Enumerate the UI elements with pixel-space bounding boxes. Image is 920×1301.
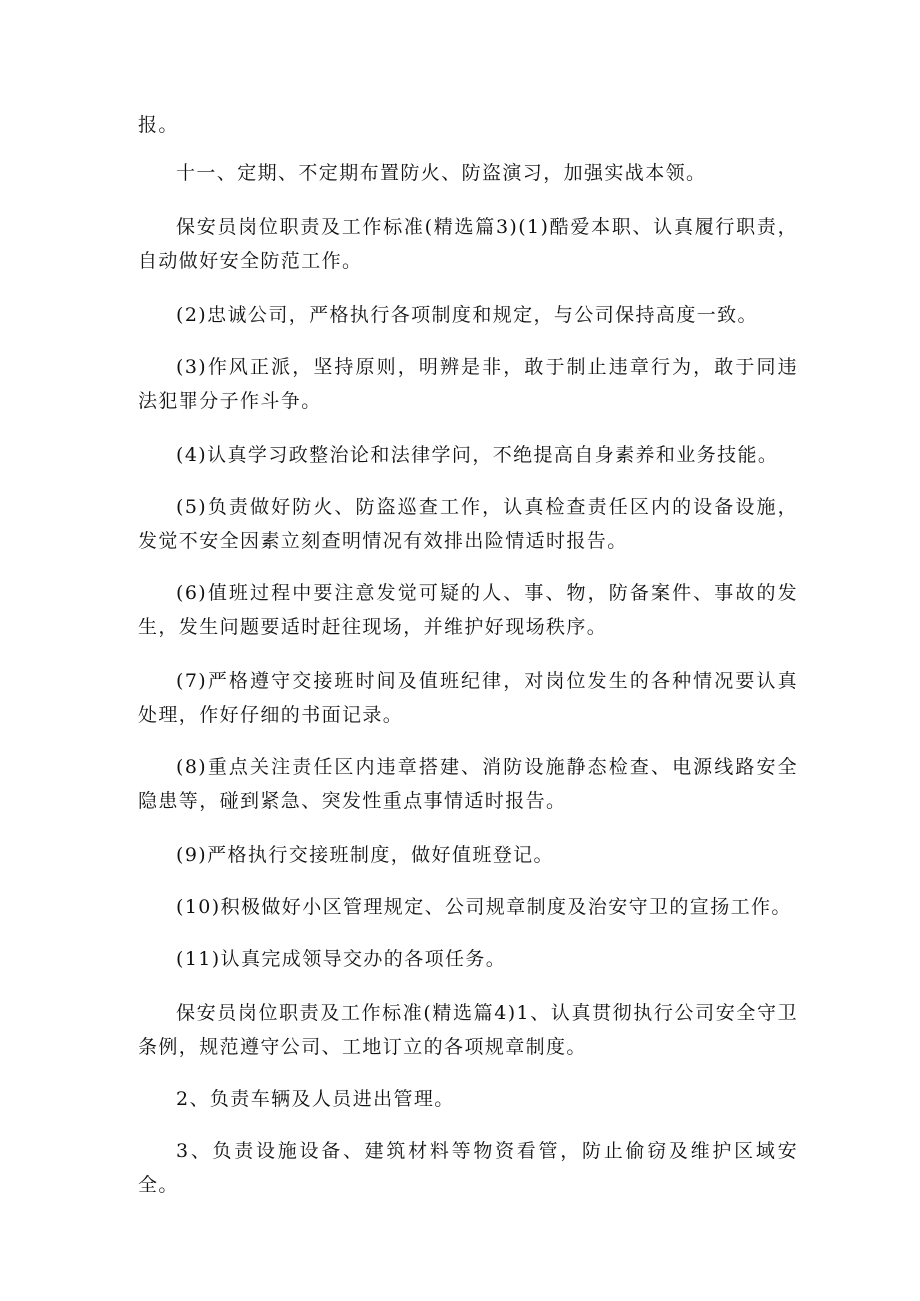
paragraph-section-4-item-3: 3、负责设施设备、建筑材料等物资看管，防止偷窃及维护区域安全。 [138,1140,798,1196]
paragraph-item-4: (4)认真学习政整治论和法律学问，不绝提高自身素养和业务技能。 [176,444,779,466]
paragraph-item-2: (2)忠诚公司，严格执行各项制度和规定，与公司保持高度一致。 [176,304,758,326]
paragraph-continuation: 报。 [138,114,179,136]
paragraph-item-11-task: (11)认真完成领导交办的各项任务。 [176,948,507,970]
paragraph-section-4-item-1: 保安员岗位职责及工作标准(精选篇4)1、认真贯彻执行公司安全守卫条例，规范遵守公司、工地订立的各项规章制度。 [138,1002,798,1058]
paragraph-section-4-item-2: 2、负责车辆及人员进出管理。 [176,1088,455,1110]
paragraph-item-6: (6)值班过程中要注意发觉可疑的人、事、物，防备案件、事故的发生，发生问题要适时赶往现场，并维护好现场秩序。 [138,582,798,638]
paragraph-item-3: (3)作风正派，坚持原则，明辨是非，敢于制止违章行为，敢于同违法犯罪分子作斗争。 [138,356,798,412]
paragraph-item-11: 十一、定期、不定期布置防火、防盗演习，加强实战本领。 [176,162,707,184]
paragraph-section-3-item-1: 保安员岗位职责及工作标准(精选篇3)(1)酷爱本职、认真履行职责，自动做好安全防范工作。 [138,216,798,272]
paragraph-item-5: (5)负责做好防火、防盗巡查工作，认真检查责任区内的设备设施，发觉不安全因素立刻查明情况有效排出险情适时报告。 [138,496,798,552]
paragraph-item-9: (9)严格执行交接班制度，做好值班登记。 [176,844,554,866]
paragraph-item-8: (8)重点关注责任区内违章搭建、消防设施静态检查、电源线路安全隐患等，碰到紧急、突发性重点事情适时报告。 [138,756,798,812]
paragraph-item-10: (10)积极做好小区管理规定、公司规章制度及治安守卫的宣扬工作。 [176,896,792,918]
paragraph-item-7: (7)严格遵守交接班时间及值班纪律，对岗位发生的各种情况要认真处理，作好仔细的书面记录。 [138,670,798,726]
